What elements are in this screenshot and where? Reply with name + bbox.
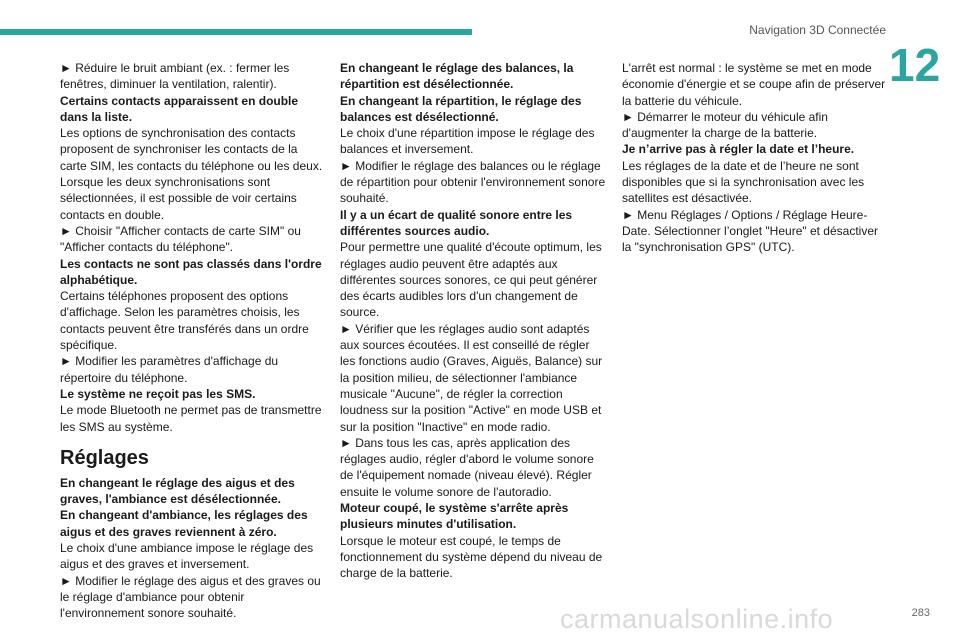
chapter-title: Navigation 3D Connectée — [749, 23, 886, 37]
paragraph: Pour permettre une qualité d'écoute optimum, les réglages audio peuvent être adaptés aux différentes sources sonores, ce qui peut générer des écarts audibles lors d'un changement de source. — [340, 240, 602, 320]
text-column-1 — [60, 60, 326, 622]
paragraph: Les réglages de la date et de l’heure ne sont disponibles que si la synchronisation avec les satellites est désactivée. — [622, 158, 865, 206]
paragraph: Le choix d'une répartition impose le réglage des balances et inversement. — [340, 126, 595, 157]
header-accent-bar — [0, 29, 472, 35]
paragraph-heading: Les contacts ne sont pas classés dans l'ordre alphabétique. — [60, 256, 322, 287]
paragraph: ► Modifier le réglage des aigus et des graves ou le réglage d'ambiance pour obtenir l'environnement sonore souhaité. — [60, 573, 321, 621]
paragraph: L'arrêt est normal : le système se met en mode économie d'énergie et se coupe afin de préserver la batterie du véhicule. — [622, 61, 886, 108]
paragraph: Le mode Bluetooth ne permet pas de transmettre les SMS au système. — [60, 403, 322, 434]
paragraph: ► Modifier le réglage des balances ou le réglage de répartition pour obtenir l'environnement sonore souhaité. — [340, 158, 606, 206]
paragraph: Les options de synchronisation des contacts proposent de synchroniser les contacts de la carte SIM, les contacts du téléphone ou les deux. Lorsque les deux synchronisations sont sélectionnées, il est possible de voir certains contacts en double. — [60, 126, 323, 222]
paragraph-heading: Il y a un écart de qualité sonore entre les différentes sources audio. — [340, 207, 573, 238]
watermark: carmanualsonline.info — [560, 604, 834, 634]
page-number: 283 — [911, 607, 930, 619]
paragraph-heading: En changeant le réglage des balances, la répartition est désélectionnée. — [340, 61, 574, 92]
paragraph: Lorsque le moteur est coupé, le temps de fonctionnement du système dépend du niveau de charge de la batterie. — [340, 533, 603, 581]
chapter-number: 12 — [889, 39, 941, 91]
paragraph-heading: Le système ne reçoit pas les SMS. — [60, 386, 256, 401]
paragraph-heading: Certains contacts apparaissent en double dans la liste. — [60, 93, 299, 124]
paragraph: ► Dans tous les cas, après application des réglages audio, régler d'abord le volume sonore de l'équipement nomade (niveau élevé). Régler ensuite le volume sonore de l'autoradio. — [340, 435, 594, 499]
paragraph: Certains téléphones proposent des options d'affichage. Selon les paramètres choisis, les contacts peuvent être transférés dans un ordre spécifique. — [60, 289, 309, 353]
paragraph-heading: En changeant le réglage des aigus et des graves, l'ambiance est désélectionnée. — [60, 475, 295, 507]
paragraph: ► Choisir "Afficher contacts de carte SIM" ou "Afficher contacts du téléphone". — [60, 223, 301, 255]
paragraph-heading: Moteur coupé, le système s'arrête après plusieurs minutes d'utilisation. — [340, 501, 569, 532]
text-column-3 — [622, 60, 890, 256]
paragraph-heading: En changeant la répartition, le réglage des balances est désélectionné. — [340, 93, 582, 124]
paragraph-heading: Je n’arrive pas à régler la date et l’heure. — [622, 142, 855, 157]
paragraph-heading: En changeant d'ambiance, les réglages des aigus et des graves reviennent à zéro. — [60, 508, 308, 539]
paragraph: ► Modifier les paramètres d'affichage du répertoire du téléphone. — [60, 354, 279, 385]
paragraph: ► Vérifier que les réglages audio sont adaptés aux sources écoutées. Il est conseillé de régler les fonctions audio (Graves, Aiguës, Balance) sur la position milieu, de sélectionner l'ambiance musicale "Aucune", de régler la correction loudness sur la position "Active" en mode USB et sur la position "Inactive" en mode radio. — [340, 321, 603, 434]
text-column-2 — [340, 60, 606, 582]
paragraph: ► Menu Réglages / Options / Réglage Heure-Date. Sélectionner l’onglet "Heure" et désactiver la "synchronisation GPS" (UTC). — [622, 207, 878, 255]
paragraph: ► Réduire le bruit ambiant (ex. : fermer les fenêtres, diminuer la ventilation, ralentir). — [60, 61, 290, 92]
paragraph: ► Démarrer le moteur du véhicule afin d'augmenter la charge de la batterie. — [622, 109, 828, 141]
paragraph: Le choix d'une ambiance impose le réglage des aigus et des graves et inversement. — [60, 541, 314, 572]
section-heading: Réglages — [60, 446, 149, 469]
